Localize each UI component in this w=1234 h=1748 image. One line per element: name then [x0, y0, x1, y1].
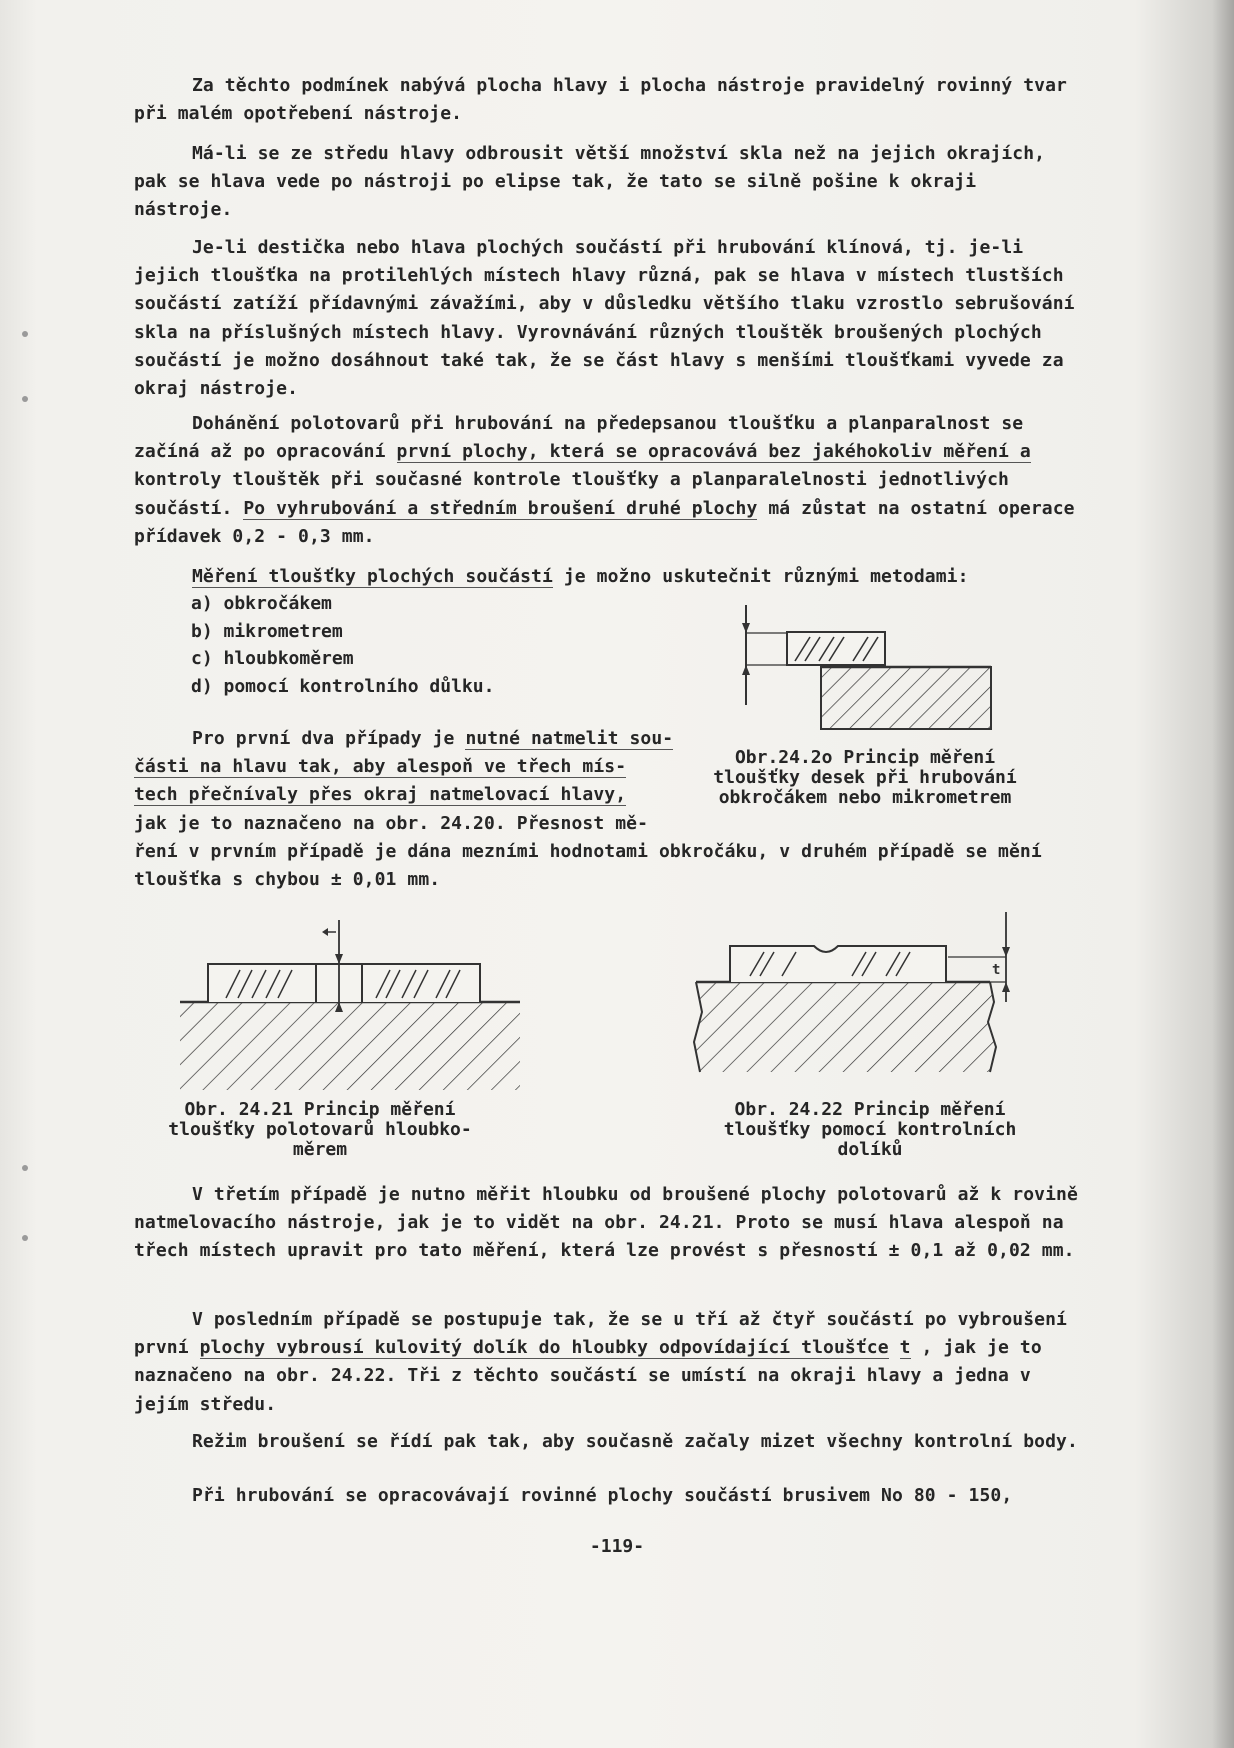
methods-list — [191, 590, 494, 700]
paragraph-10: Při hrubování se opracovávají rovinné plochy součástí brusivem No 80 - 150, — [192, 1485, 1013, 1506]
figure-24-20-drawing — [735, 605, 995, 735]
paragraph-8-text-b: , jak je to naznačeno na obr. 24.22. Tři z těchto součástí se umístí na okraji hlavy a jedna v jejím středu. — [134, 1337, 1042, 1415]
figure-24-22-caption: Obr. 24.22 Princip měření tloušťky pomocí kontrolních dolíků — [723, 1099, 1017, 1160]
paragraph-6-continuation: ření v prvním případě je dána mezními hodnotami obkročáku, v druhém případě se mění tloušťka s chybou ± 0,01 mm. — [134, 841, 1042, 891]
list-item: d) pomocí kontrolního důlku. — [191, 675, 495, 697]
paragraph-6-text-a: Pro první dva případy je — [192, 728, 466, 749]
paragraph-6-line-1 — [134, 725, 694, 753]
paragraph-3: Je-li destička nebo hlava plochých součástí při hrubování klínová, tj. je-li jejich tloušťka na protilehlých místech hlavy různá, pak se hlava v místech tlustších součástí zatíží přídavnými závažími, aby v důsledku většího tlaku vzrostlo sebrušování skla na příslušných místech hlavy. Vyrovnávání různých tlouštěk broušených plochých součástí je možno dosáhnout také tak, že se část hlavy s menšími tloušťkami vyvede za okraj nástroje. — [134, 237, 1075, 400]
paragraph-8-symbol-t: t — [899, 1337, 911, 1359]
binding-hole-mark — [22, 396, 28, 402]
paragraph-6-line-2 — [134, 753, 694, 781]
paragraph-7: V třetím případě je nutno měřit hloubku od broušené plochy polotovarů až k rovině natmelovacího nástroje, jak je to vidět na obr. 24.21. Proto se musí hlava alespoň na třech místech upravit pro tato měření, která lze provést s přesností ± 0,1 až 0,02 mm. — [134, 1184, 1078, 1262]
paragraph-9: Režim broušení se řídí pak tak, aby současně začaly mizet všechny kontrolní body. — [192, 1431, 1078, 1452]
paragraph-5-rest: je možno uskutečnit různými metodami: — [552, 566, 969, 587]
list-item: c) hloubkoměrem — [191, 648, 354, 670]
paragraph-6-line-3 — [134, 781, 694, 809]
paragraph-2: Má-li se ze středu hlavy odbrousit větší množství skla než na jejich okrajích, pak se hlava vede po nástroji po elipse tak, že tato se silně pošine k okraji nástroje. — [134, 143, 1046, 221]
figure-24-20-caption: Obr.24.2o Princip měření tloušťky desek při hrubování obkročákem nebo mikrometrem — [713, 747, 1017, 808]
figure-24-22-dimension-label: t — [992, 962, 1001, 978]
figure-24-21-drawing — [180, 920, 520, 1090]
paragraph-6-line-4: jak je to naznačeno na obr. 24.20. Přesnost mě- — [134, 812, 649, 834]
binding-hole-mark — [22, 331, 28, 337]
paragraph-6-column — [134, 725, 694, 838]
page-edge-shadow — [1212, 0, 1234, 1748]
paragraph-4 — [134, 410, 1084, 551]
list-item: a) obkročákem — [191, 593, 332, 614]
binding-hole-mark — [22, 1235, 28, 1241]
paragraph-6-underlined-3: tech přečnívaly přes okraj natmelovací hlavy, — [134, 784, 627, 806]
binding-hole-mark — [22, 1165, 28, 1171]
paragraph-4-text-c: má zůstat na ostatní operace přídavek 0,2 - 0,3 mm. — [134, 497, 1075, 547]
figure-24-22-drawing — [690, 912, 1030, 1082]
paragraph-4-underlined-2: Po vyhrubování a středním broušení druhé plochy — [243, 497, 758, 519]
paragraph-4-text-b: kontroly tlouštěk při současné kontrole tloušťky a planparalelnosti jednotlivých součástí. — [134, 469, 1009, 519]
paragraph-6-underlined-2: části na hlavu tak, aby alespoň ve třech mís- — [134, 756, 627, 778]
paragraph-8-underlined: plochy vybrousí kulovitý dolík do hloubky odpovídající tloušťce — [199, 1337, 889, 1359]
figure-24-21-caption: Obr. 24.21 Princip měření tloušťky polotovarů hloubko- měrem — [168, 1099, 472, 1160]
paragraph-1: Za těchto podmínek nabývá plocha hlavy i plocha nástroje pravidelný rovinný tvar při malém opotřebení nástroje. — [134, 75, 1067, 125]
list-item: b) mikrometrem — [191, 620, 343, 642]
paragraph-4-text-a: Dohánění polotovarů při hrubování na předepsanou tloušťku a planparalnost se začíná až po opracování — [134, 413, 1024, 463]
paragraph-5-underlined: Měření tloušťky plochých součástí — [192, 566, 553, 587]
paragraph-4-underlined-1: první plochy, která se opracovává bez jakéhokoliv měření a — [396, 441, 1031, 463]
paragraph-5 — [134, 563, 1084, 591]
page-number: -119- — [589, 1536, 645, 1557]
paragraph-8-text-a: V posledním případě se postupuje tak, že se u tří až čtyř součástí po vybroušení první — [134, 1309, 1067, 1359]
paragraph-6-underlined-1: nutné natmelit sou- — [465, 728, 674, 749]
paragraph-8 — [134, 1306, 1084, 1419]
